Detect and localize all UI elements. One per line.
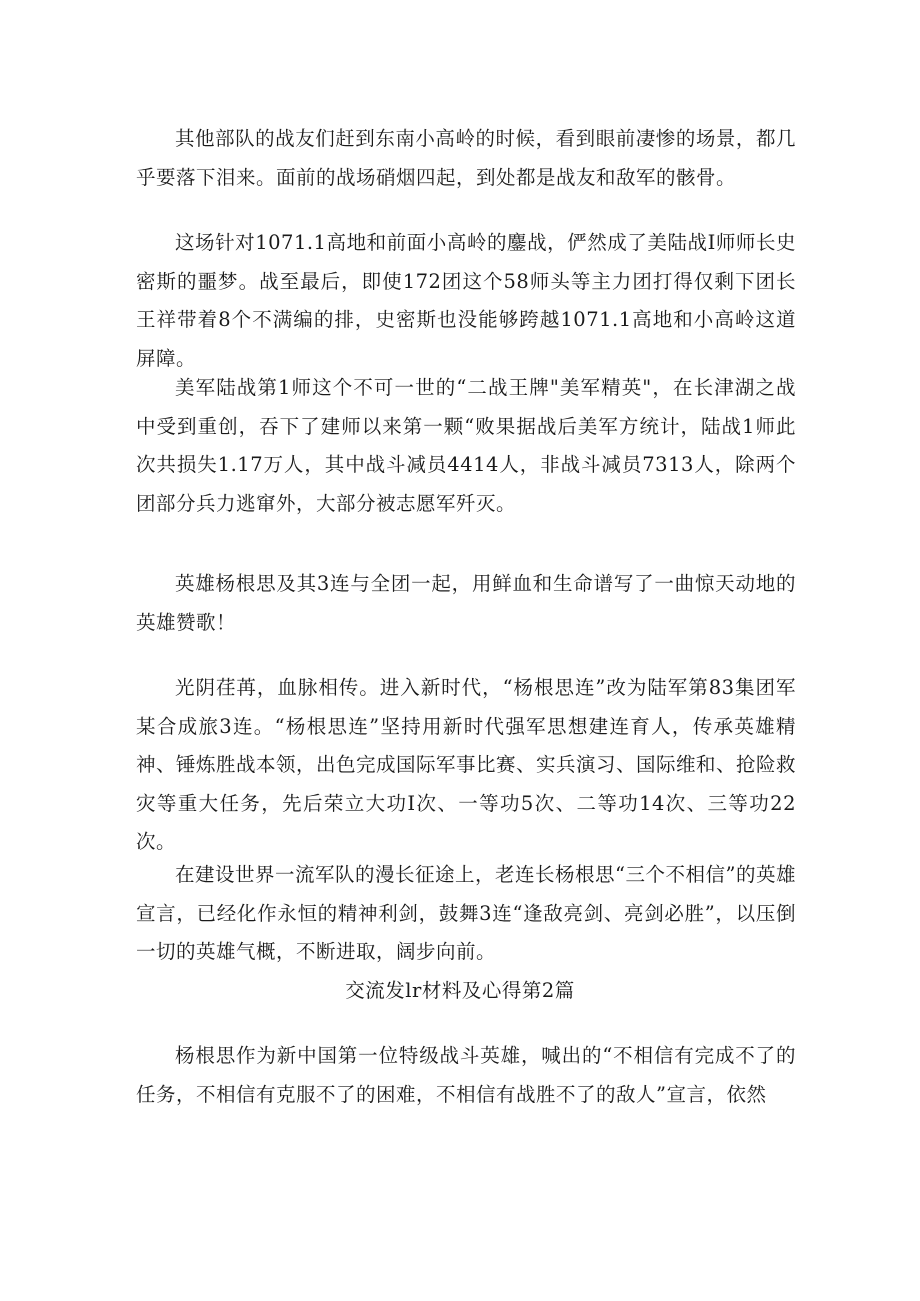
paragraph-reinforcements: 其他部队的战友们赶到东南小高岭的时候，看到眼前凄惨的场景，都几乎要落下泪来。面前的战场硝烟四起，到处都是战友和敌军的骸骨。 xyxy=(136,127,796,189)
paragraph-world-class-army: 在建设世界一流军队的漫长征途上，老连长杨根思“三个不相信”的英雄宣言，已经化作永恒的精神利剑，鼓舞3连“逢敌亮剑、亮剑必胜”，以压倒一切的英雄气概，不断进取，阔步向前。 xyxy=(136,863,796,963)
paragraph-first-special-hero: 杨根思作为新中国第一位特级战斗英雄，喊出的“不相信有完成不了的任务，不相信有克服不了的困难，不相信有战胜不了的敌人”宣言，依然 xyxy=(136,1044,796,1106)
paragraph-marine-losses: 美军陆战第1师这个不可一世的“二战王牌"美军精英"，在长津湖之战中受到重创，吞下了建师以来第一颗“败果据战后美军方统计，陆战1师此次共损失1.17万人，其中战斗减员4414人，非战斗减员7313人，除两个团部分兵力逃窜外，大部分被志愿军歼灭。 xyxy=(136,376,796,515)
paragraph-hero-anthem: 英雄杨根思及其3连与全团一起，用鲜血和生命谱写了一曲惊天动地的英雄赞歌！ xyxy=(136,572,796,634)
paragraph-new-era: 光阴荏苒，血脉相传。进入新时代，“杨根思连”改为陆军第83集团军某合成旅3连。“杨根思连”坚持用新时代强军思想建连育人，传承英雄精神、锤炼胜战本领，出色完成国际军事比赛、实兵演习、国际维和、抢险救灾等重大任务，先后荣立大功I次、一等功5次、二等功14次、三等功22次。 xyxy=(136,676,797,853)
section-heading: 交流发lr材料及心得第2篇 xyxy=(345,979,575,1002)
paragraph-battle-1071: 这场针对1071.1高地和前面小高岭的鏖战，俨然成了美陆战I师师长史密斯的噩梦。战至最后，即使172团这个58师头等主力团打得仅剩下团长王祥带着8个不满编的排，史密斯也没能够跨越1071.1高地和小高岭这道屏障。 xyxy=(136,231,796,370)
